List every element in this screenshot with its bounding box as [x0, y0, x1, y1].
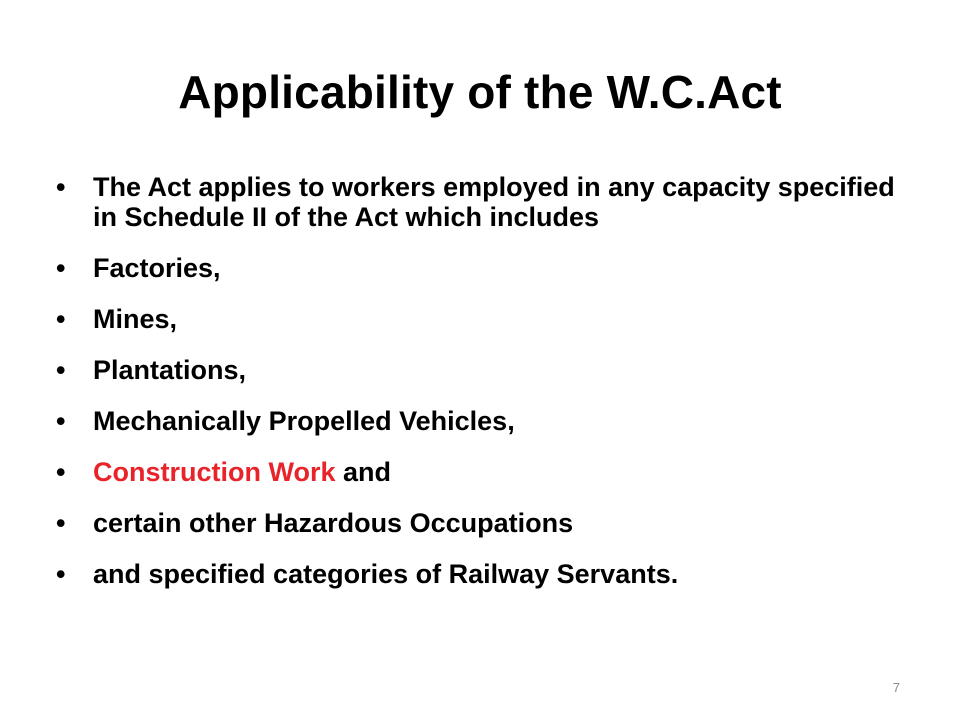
bullet-dot-icon: •	[56, 253, 66, 283]
bullet-item	[56, 172, 916, 232]
bullet-dot-icon: •	[56, 406, 66, 436]
page-number: 7	[892, 680, 900, 695]
bullet-text: Mechanically Propelled Vehicles,	[93, 406, 515, 436]
bullet-text: Mines,	[93, 304, 178, 334]
bullet-text: and specified categories of Railway Servants.	[93, 559, 679, 589]
bullet-item	[56, 559, 916, 589]
bullet-item	[56, 253, 916, 283]
bullet-item	[56, 406, 916, 436]
bullet-list	[56, 172, 916, 610]
bullet-text: Plantations,	[93, 355, 247, 385]
bullet-item	[56, 508, 916, 538]
highlighted-text: Construction Work	[93, 457, 336, 487]
bullet-text: Factories,	[93, 253, 221, 283]
slide-title: Applicability of the W.C.Act	[178, 66, 782, 118]
bullet-dot-icon: •	[56, 172, 66, 202]
bullet-dot-icon: •	[56, 355, 66, 385]
bullet-dot-icon: •	[56, 559, 66, 589]
bullet-item	[56, 304, 916, 334]
bullet-item	[56, 457, 916, 487]
bullet-dot-icon: •	[56, 508, 66, 538]
bullet-text	[93, 457, 391, 487]
bullet-text-rest: and	[335, 457, 392, 487]
bullet-text: The Act applies to workers employed in any capacity specified in Schedule II of the Act which includes	[93, 172, 895, 232]
bullet-dot-icon: •	[56, 457, 66, 487]
bullet-text: certain other Hazardous Occupations	[93, 508, 574, 538]
bullet-item	[56, 355, 916, 385]
bullet-dot-icon: •	[56, 304, 66, 334]
